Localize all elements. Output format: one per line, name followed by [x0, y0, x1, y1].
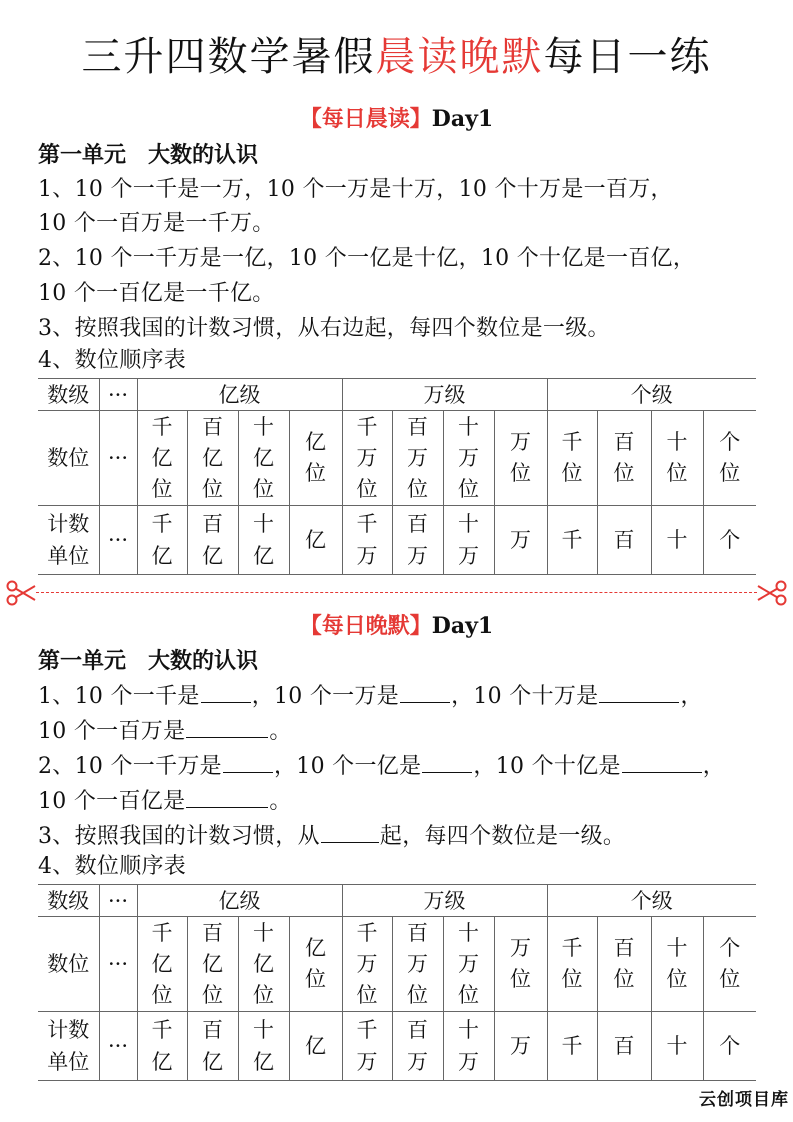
evening-line-5: 3、按照我国的计数习惯，从 起，每四个数位是一级。 [38, 818, 625, 854]
morning-line-1: 1、10 个一千是一万，10 个一万是十万，10 个十万是一百万， [38, 177, 673, 202]
unit-cell: 亿 [289, 1012, 342, 1081]
unit-cell: 百万 [392, 1012, 443, 1081]
unit-cell: 千亿 [137, 506, 187, 575]
place-cell: 十位 [651, 411, 703, 506]
place-cell: 亿位 [289, 917, 342, 1012]
place-cell: 十万位 [443, 411, 494, 506]
morning-line-4: 10 个一百亿是一千亿。 [38, 281, 275, 306]
ellipsis-cell: ··· [99, 411, 137, 506]
place-cell: 万位 [494, 917, 547, 1012]
place-cell: 千亿位 [137, 411, 187, 506]
unit-cell: 十 [651, 1012, 703, 1081]
unit-cell: 千万 [342, 506, 392, 575]
unit-cell: 百万 [392, 506, 443, 575]
ellipsis-cell: ··· [99, 1012, 137, 1081]
level-ge: 个级 [547, 885, 756, 917]
scissors-icon [757, 578, 787, 608]
evening-line-2: 10 个一百万是 。 [38, 713, 292, 749]
scissors-icon [6, 578, 36, 608]
place-cell: 万位 [494, 411, 547, 506]
place-cell: 百位 [597, 917, 651, 1012]
unit-cell: 万 [494, 506, 547, 575]
evening-line-6: 4、数位顺序表 [38, 854, 187, 879]
place-cell: 百亿位 [187, 411, 238, 506]
place-cell: 个位 [703, 411, 756, 506]
place-cell: 千位 [547, 411, 597, 506]
level-yi: 亿级 [137, 379, 342, 411]
answer-blank[interactable] [422, 748, 472, 773]
row-label: 计数单位 [38, 506, 99, 575]
answer-blank[interactable] [622, 748, 702, 773]
unit-cell: 百亿 [187, 506, 238, 575]
unit-cell: 十亿 [238, 1012, 289, 1081]
ellipsis-cell: ··· [99, 506, 137, 575]
morning-unit-heading: 第一单元 大数的认识 [38, 142, 259, 168]
unit-cell: 百亿 [187, 1012, 238, 1081]
unit-cell: 十万 [443, 506, 494, 575]
place-cell: 千位 [547, 917, 597, 1012]
unit-cell: 个 [703, 506, 756, 575]
evening-place-value-table [38, 884, 756, 1081]
table-row-places [38, 411, 756, 506]
morning-line-3: 2、10 个一千万是一亿，10 个一亿是十亿，10 个十亿是一百亿， [38, 246, 696, 271]
table-row-levels [38, 885, 756, 917]
morning-line-2: 10 个一百万是一千万。 [38, 211, 275, 236]
row-label: 计数单位 [38, 1012, 99, 1081]
level-wan: 万级 [342, 379, 547, 411]
unit-cell: 十万 [443, 1012, 494, 1081]
ellipsis-cell: ··· [99, 379, 137, 411]
place-cell: 十位 [651, 917, 703, 1012]
answer-blank[interactable] [201, 678, 251, 703]
table-row-places [38, 917, 756, 1012]
place-cell: 百位 [597, 411, 651, 506]
ellipsis-cell: ··· [99, 917, 137, 1012]
place-cell: 十亿位 [238, 917, 289, 1012]
evening-section-heading: 【每日晚默】Day1 [299, 613, 494, 639]
evening-unit-heading: 第一单元 大数的认识 [38, 648, 259, 674]
place-cell: 千亿位 [137, 917, 187, 1012]
place-cell: 十亿位 [238, 411, 289, 506]
morning-line-6: 4、数位顺序表 [38, 348, 187, 373]
row-label: 数级 [38, 379, 99, 411]
page-title: 三升四数学暑假晨读晚默每日一练 [81, 34, 712, 80]
unit-cell: 十 [651, 506, 703, 575]
table-row-units [38, 506, 756, 575]
unit-cell: 百 [597, 1012, 651, 1081]
answer-blank[interactable] [321, 818, 379, 843]
place-cell: 百万位 [392, 411, 443, 506]
evening-line-3: 2、10 个一千万是 ，10 个一亿是 ，10 个十亿是 ， [38, 748, 725, 784]
ellipsis-cell: ··· [99, 885, 137, 917]
evening-line-1: 1、10 个一千是 ，10 个一万是 ，10 个十万是 ， [38, 678, 703, 714]
place-cell: 千万位 [342, 917, 392, 1012]
answer-blank[interactable] [400, 678, 450, 703]
place-cell: 千万位 [342, 411, 392, 506]
unit-cell: 个 [703, 1012, 756, 1081]
answer-blank[interactable] [186, 783, 268, 808]
unit-cell: 千万 [342, 1012, 392, 1081]
table-row-units [38, 1012, 756, 1081]
unit-cell: 千 [547, 1012, 597, 1081]
watermark: 云创项目库 [699, 1090, 789, 1110]
row-label: 数位 [38, 917, 99, 1012]
answer-blank[interactable] [186, 713, 268, 738]
answer-blank[interactable] [599, 678, 679, 703]
place-cell: 百万位 [392, 917, 443, 1012]
morning-section-heading: 【每日晨读】Day1 [299, 106, 494, 132]
unit-cell: 百 [597, 506, 651, 575]
morning-line-5: 3、按照我国的计数习惯，从右边起，每四个数位是一级。 [38, 316, 610, 341]
unit-cell: 万 [494, 1012, 547, 1081]
level-wan: 万级 [342, 885, 547, 917]
cut-line [0, 578, 793, 608]
unit-cell: 亿 [289, 506, 342, 575]
morning-place-value-table [38, 378, 756, 575]
level-yi: 亿级 [137, 885, 342, 917]
row-label: 数位 [38, 411, 99, 506]
row-label: 数级 [38, 885, 99, 917]
place-cell: 百亿位 [187, 917, 238, 1012]
cut-dashed-line [36, 592, 757, 593]
table-row-levels [38, 379, 756, 411]
place-cell: 亿位 [289, 411, 342, 506]
unit-cell: 千 [547, 506, 597, 575]
evening-line-4: 10 个一百亿是 。 [38, 783, 292, 819]
unit-cell: 千亿 [137, 1012, 187, 1081]
place-cell: 十万位 [443, 917, 494, 1012]
place-cell: 个位 [703, 917, 756, 1012]
answer-blank[interactable] [223, 748, 273, 773]
unit-cell: 十亿 [238, 506, 289, 575]
level-ge: 个级 [547, 379, 756, 411]
